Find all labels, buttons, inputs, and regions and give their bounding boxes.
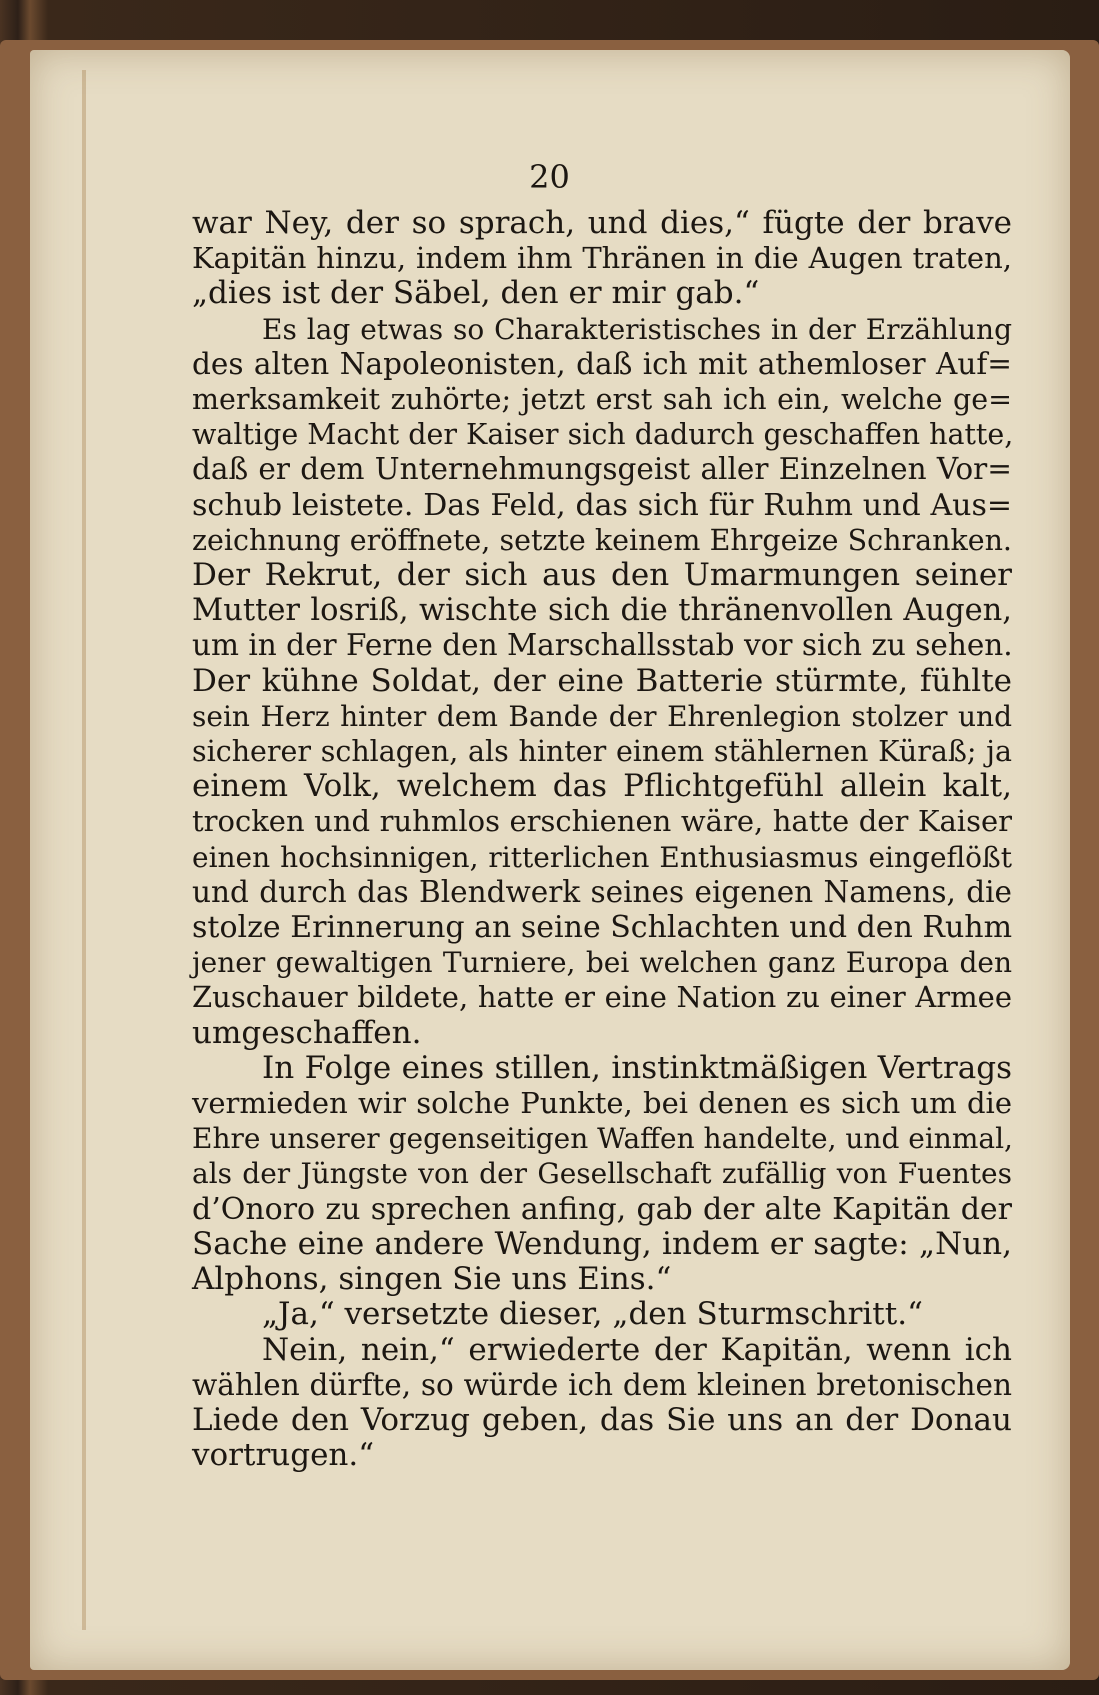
text-line: Es lag etwas so Charakteristisches in der Erzählung [262,312,1012,346]
text-line: stolze Erinnerung an seine Schlachten und den Ruhm [192,910,1013,946]
text-line: Kapitän hinzu, indem ihm Thränen in die Augen traten, [192,241,1012,276]
text-line: um in der Ferne den Marschallsstab vor sich zu sehen. [192,628,1013,663]
text-line: des alten Napoleonisten, daß ich mit athemloser Auf= [192,346,1012,381]
text-line: einen hochsinnigen, ritterlichen Enthusiasmus eingeflößt [192,840,1012,874]
page-number: 20 [529,158,570,196]
text-line: merksamkeit zuhörte; jetzt erst sah ich ein, welche ge= [192,383,1012,417]
text-line: Nein, nein,“ erwiederte der Kapitän, wenn ich [262,1331,1012,1368]
text-line: Der Rekrut, der sich aus den Umarmungen seiner [192,557,1012,594]
text-line: sein Herz hinter dem Bande der Ehrenlegion stolzer und [192,699,1012,733]
text-line: d’Onoro zu sprechen anfing, gab der alte Kapitän der [192,1191,1012,1227]
text-line: Ehre unserer gegenseitigen Waffen handelte, und einmal, [192,1122,1013,1156]
text-line: und durch das Blendwerk seines eigenen Namens, die [192,874,1012,909]
text-line: sicherer schlagen, als hinter einem stählernen Küraß; ja [192,735,1012,769]
text-line: Mutter losriß, wischte sich die thränenvollen Augen, [192,593,1012,629]
text-line: Der kühne Soldat, der eine Batterie stürmte, fühlte [192,662,1012,699]
text-line: In Folge eines stillen, instinktmäßigen Vertrags [262,1049,1012,1086]
text-line: zeichnung eröffnete, setzte keinem Ehrgeize Schranken. [192,523,1012,557]
text-line: Zuschauer bildete, hatte er eine Nation zu einer Armee [192,980,1012,1015]
text-line: daß er dem Unternehmungsgeist aller Einzelnen Vor= [192,452,1012,487]
text-line: wählen dürfte, so würde ich dem kleinen bretonischen [192,1367,1012,1402]
text-line: Sache eine andere Wendung, indem er sagte: „Nun, [192,1225,1012,1262]
text-line: schub leistete. Das Feld, das sich für Ruhm und Aus= [192,487,1012,523]
text-line: war Ney, der so sprach, und dies,“ fügte der brave [192,205,1012,241]
text-line: „dies ist der Säbel, den er mir gab.“ [192,275,760,312]
text-line: einem Volk, welchem das Pflichtgefühl allein kalt, [192,768,1012,805]
text-line: als der Jüngste von der Gesellschaft zufällig von Fuentes [192,1157,1012,1191]
text-line: Liede den Vorzug geben, das Sie uns an der Donau [192,1401,1012,1438]
text-line: vermieden wir solche Punkte, bei denen es sich um die [192,1086,1012,1121]
text-line: waltige Macht der Kaiser sich dadurch geschaffen hatte, [192,418,1014,452]
text-line: trocken und ruhmlos erschienen wäre, hatte der Kaiser [192,804,1012,839]
text-line: „Ja,“ versetzte dieser, „den Sturmschritt.“ [262,1296,923,1333]
page-fold-shadow [82,70,86,1630]
body-text [192,206,1012,1473]
text-line: jener gewaltigen Turniere, bei welchen ganz Europa den [192,946,1012,980]
text-line: vortrugen.“ [192,1437,375,1474]
text-line: Alphons, singen Sie uns Eins.“ [192,1261,672,1298]
text-line: umgeschaffen. [192,1014,422,1051]
